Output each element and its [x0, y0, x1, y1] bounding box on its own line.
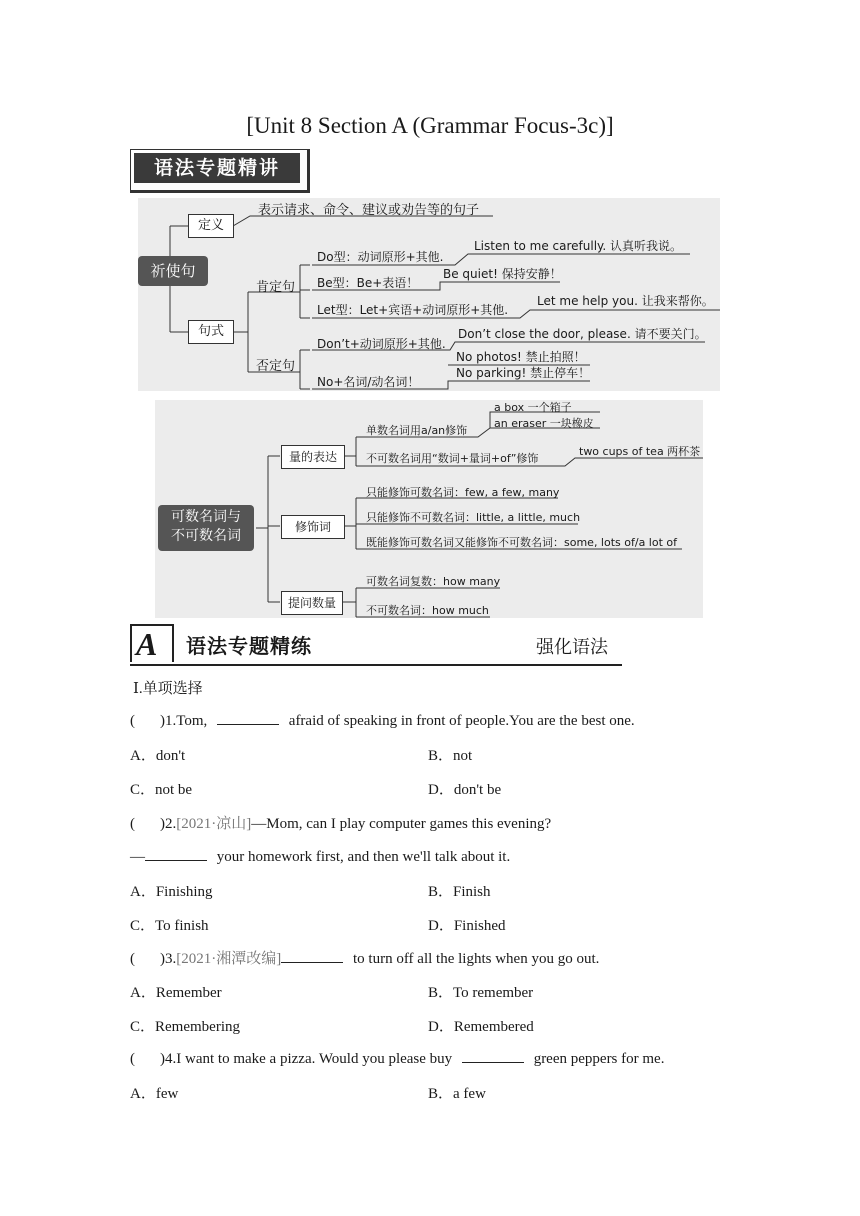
no-example-1: No photos! 禁止拍照！ — [456, 350, 586, 364]
answer-blank[interactable] — [217, 710, 279, 725]
root-line-1: 可数名词与 — [171, 509, 241, 525]
let-example: Let me help you. 让我来帮你。 — [537, 294, 714, 308]
answer-blank[interactable] — [145, 846, 207, 861]
option-c[interactable]: C．Remembering — [130, 1019, 240, 1035]
answer-blank[interactable] — [281, 948, 343, 963]
question-4: ( )4.I want to make a pizza. Would you please buy green peppers for me. — [130, 1048, 664, 1068]
positive-label: 肯定句 — [256, 280, 296, 295]
b2-item2: 只能修饰不可数名词：little, a little, much — [366, 511, 581, 524]
branch-definition: 定义 — [188, 214, 234, 238]
option-a[interactable]: A．Finishing — [130, 884, 213, 900]
option-a[interactable]: A．Remember — [130, 985, 222, 1001]
b3-item2: 不可数名词：how much — [366, 604, 489, 617]
mindmap2-root — [158, 505, 254, 551]
branch-sentence-pattern: 句式 — [188, 320, 234, 344]
banner-letter: A — [136, 626, 158, 662]
b2-item3: 既能修饰可数名词又能修饰不可数名词：some, lots of/a lot of — [366, 536, 678, 549]
option-c[interactable]: C．To finish — [130, 918, 209, 934]
banner-title: 语法专题精练 — [186, 634, 312, 658]
root-line-2: 不可数名词 — [171, 528, 241, 544]
option-c[interactable]: C．not be — [130, 782, 193, 798]
section-banner-practice — [130, 624, 622, 666]
question-source: [2021·湘潭改编] — [176, 951, 282, 967]
answer-blank[interactable] — [462, 1048, 524, 1063]
question-source: [2021·凉山] — [176, 816, 252, 832]
do-example: Listen to me carefully. 认真听我说。 — [474, 239, 683, 253]
b1-ex3: two cups of tea 两杯茶 — [579, 445, 701, 458]
branch-modifiers: 修饰词 — [281, 515, 345, 539]
dont-example: Don’t close the door, please. 请不要关门。 — [458, 327, 707, 341]
be-example: Be quiet! 保持安静！ — [443, 267, 562, 281]
option-d[interactable]: D．Finished — [428, 918, 506, 934]
question-3: ( )3.[2021·湘潭改编] to turn off all the lights when you go out. — [130, 947, 599, 968]
question-2: ( )2.[2021·凉山]—Mom, can I play computer games this evening? — [130, 816, 552, 832]
option-b[interactable]: B．not — [428, 748, 473, 764]
banner-label: 语法专题精讲 — [134, 153, 300, 183]
b1-ex2: an eraser 一块橡皮 — [494, 417, 594, 430]
b1-item2: 不可数名词用“数词+量词+of”修饰 — [366, 452, 539, 465]
no-type: No+名词/动名词！ — [317, 375, 420, 389]
b1-ex1: a box 一个箱子 — [494, 401, 572, 414]
option-b[interactable]: B．To remember — [428, 985, 534, 1001]
branch-asking-quantity: 提问数量 — [281, 591, 343, 615]
b3-item1: 可数名词复数：how many — [366, 575, 501, 588]
no-example-2: No parking! 禁止停车！ — [456, 366, 591, 380]
definition-text: 表示请求、命令、建议或劝告等的句子 — [258, 203, 480, 218]
mindmap-root: 祈使句 — [138, 256, 208, 286]
let-type: Let型：Let+宾语+动词原形+其他. — [317, 303, 509, 317]
option-b[interactable]: B．Finish — [428, 884, 491, 900]
option-d[interactable]: D．don't be — [428, 782, 502, 798]
b2-item1: 只能修饰可数名词：few, a few, many — [366, 486, 560, 499]
option-d[interactable]: D．Remembered — [428, 1019, 534, 1035]
b1-item1: 单数名词用a/an修饰 — [366, 424, 468, 437]
question-1: ( )1.Tom, afraid of speaking in front of people.You are the best one. — [130, 710, 635, 730]
page-title: [Unit 8 Section A (Grammar Focus-3c)] — [246, 113, 614, 138]
negative-label: 否定句 — [256, 359, 296, 374]
dont-type: Don’t+动词原形+其他. — [317, 337, 446, 351]
branch-quantity: 量的表达 — [281, 445, 345, 469]
option-a[interactable]: A．don't — [130, 748, 186, 764]
option-b[interactable]: B．a few — [428, 1086, 486, 1102]
option-a[interactable]: A．few — [130, 1086, 179, 1102]
banner-right: 强化语法 — [536, 637, 608, 658]
do-type: Do型：动词原形+其他. — [317, 250, 444, 264]
be-type: Be型：Be+表语！ — [317, 276, 419, 290]
question-2-line2: — your homework first, and then we'll talk about it. — [130, 846, 510, 866]
section-heading: Ⅰ.单项选择 — [133, 681, 203, 697]
